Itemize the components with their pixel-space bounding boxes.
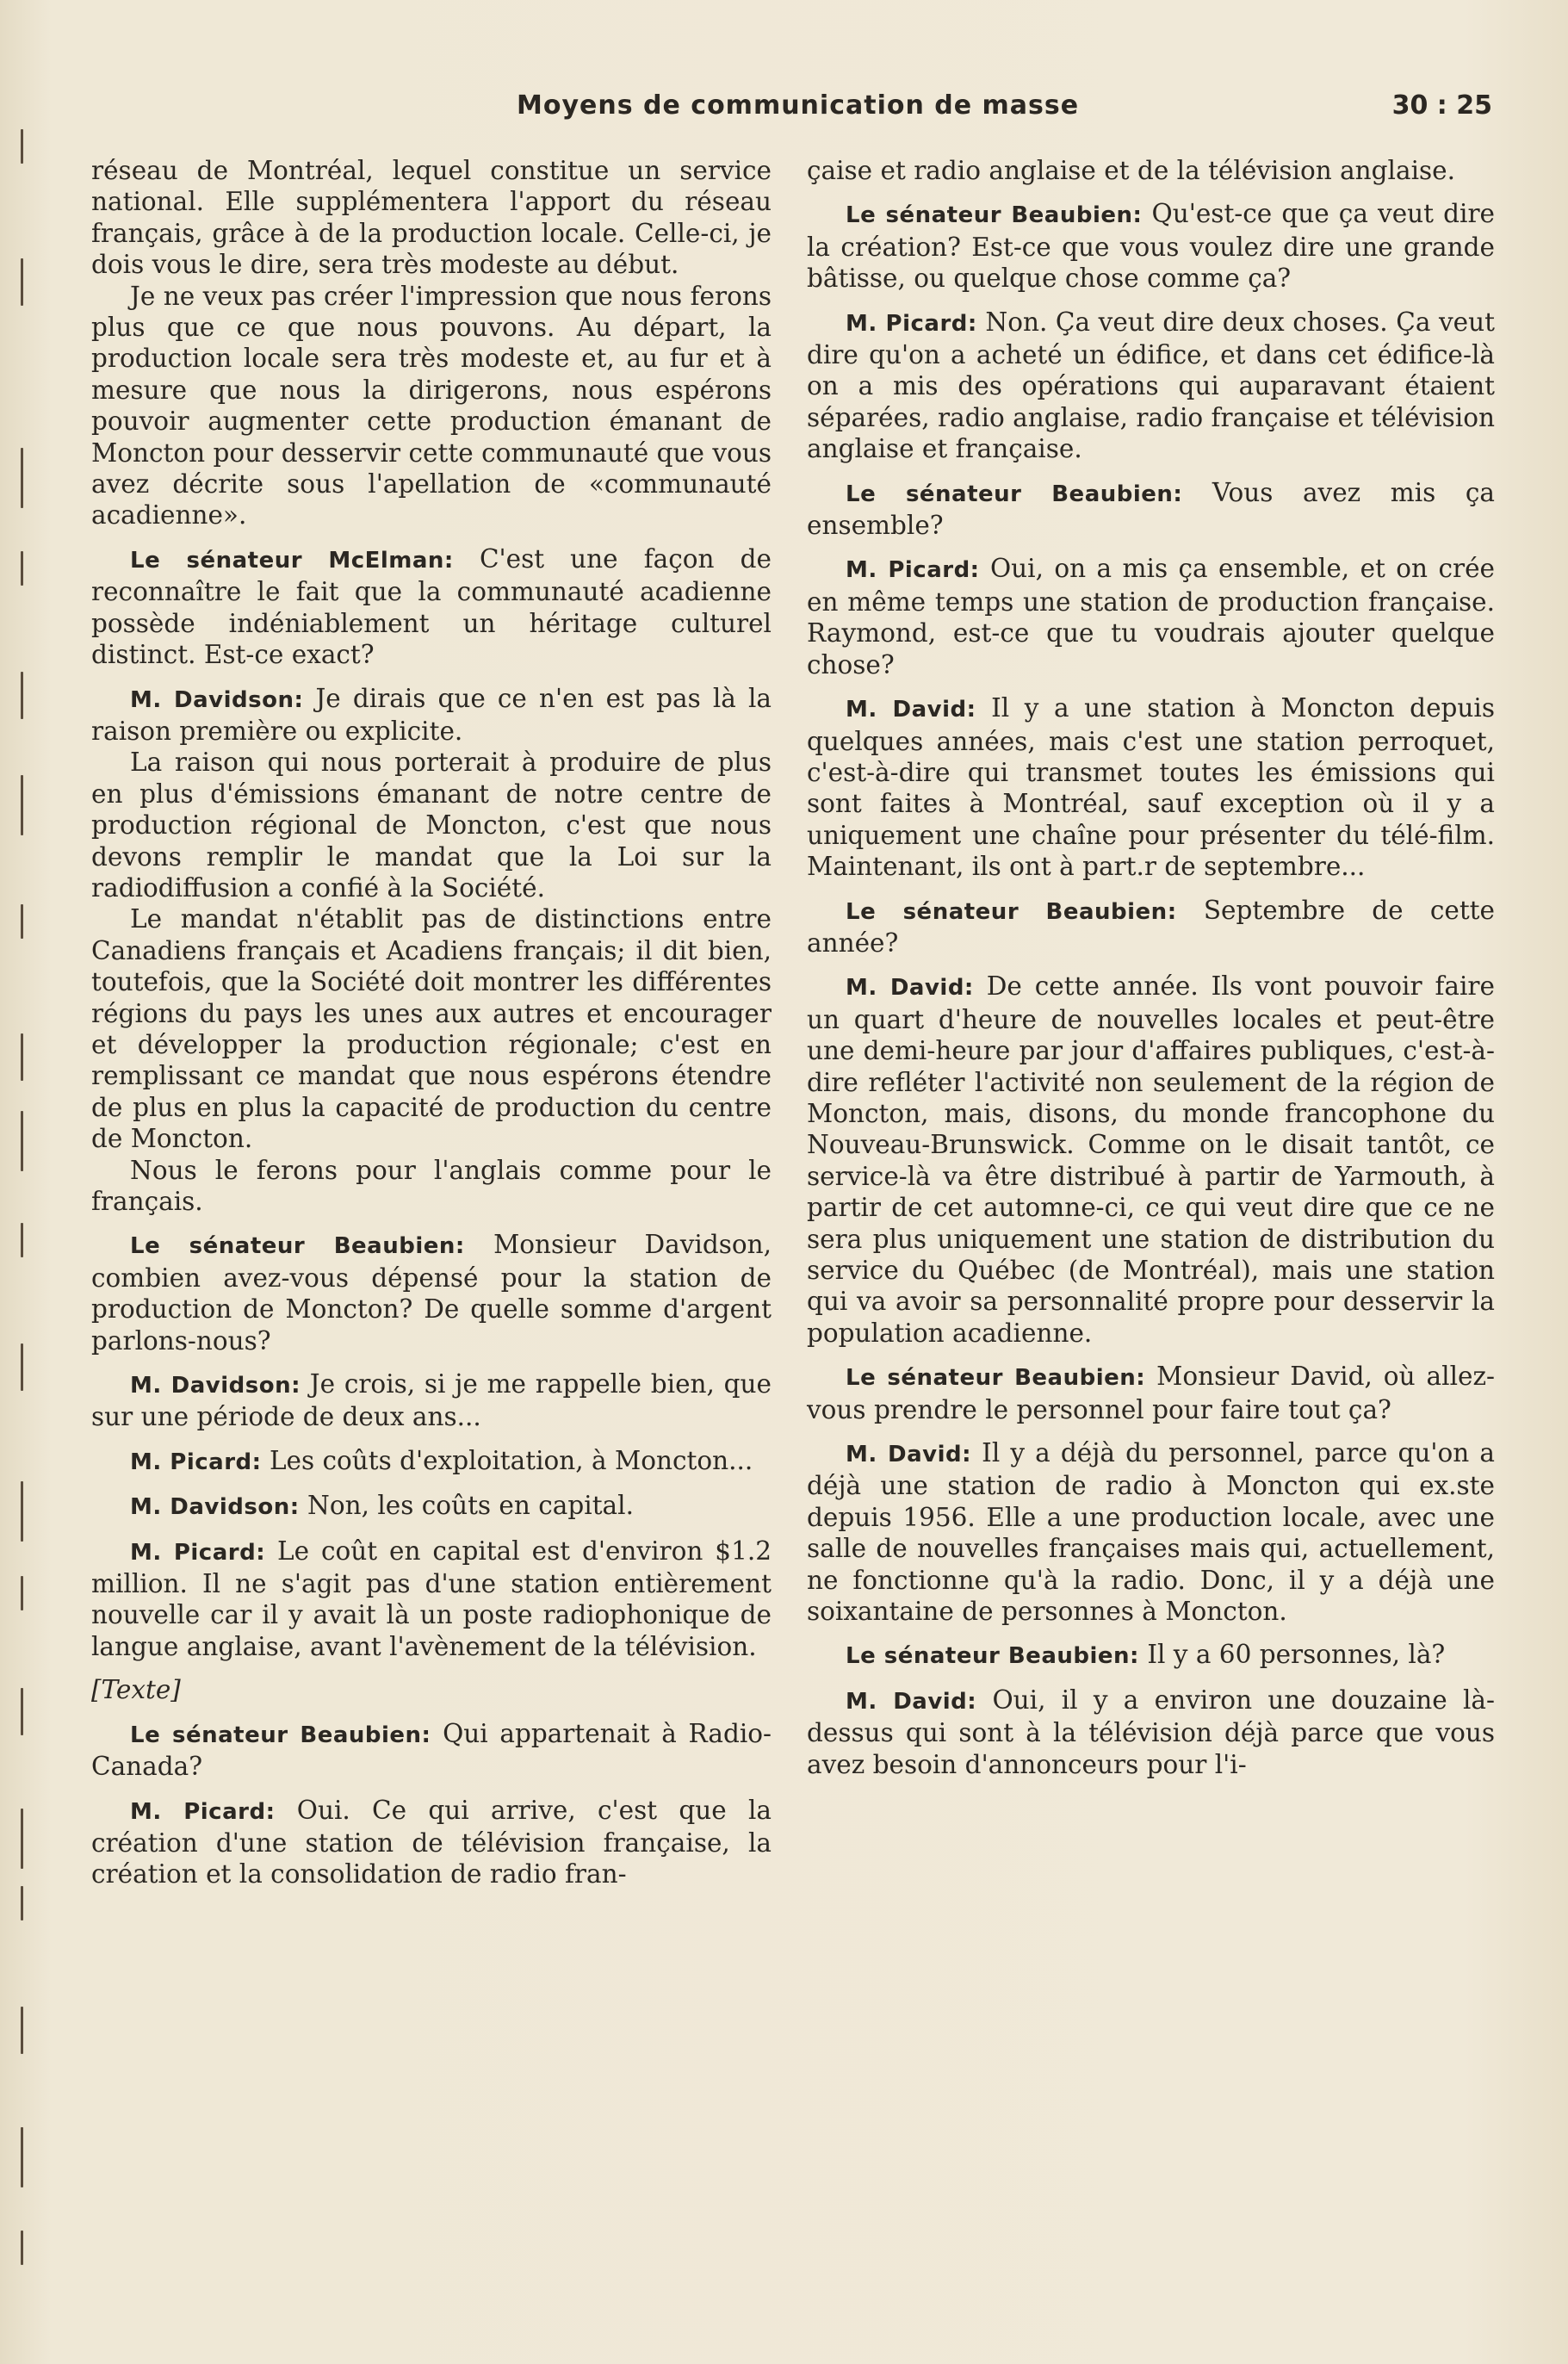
binding-mark [21,1809,23,1869]
binding-mark [21,775,23,835]
paragraph-text: çaise et radio anglaise et de la télévision anglaise. [807,156,1455,185]
speech-paragraph [807,553,1495,680]
paragraph [91,747,772,903]
speech-paragraph [807,692,1495,882]
speech-paragraph [807,477,1495,542]
language-marker [91,1674,772,1705]
marker-text: [Texte] [91,1675,181,1705]
speech-paragraph [91,1368,772,1433]
binding-mark [21,1343,23,1391]
speaker-name: Le sénateur Beaubien: [846,898,1177,925]
continued-paragraph [91,155,772,281]
paragraph-text: Non. Ça veut dire deux choses. Ça veut dire qu'on a acheté un édifice, et dans cet édifice-là on a mis des opérations qui auparavant étaient séparées, radio anglaise, radio française et télévision anglaise et française. [807,307,1496,464]
speaker-name: M. Davidson: [130,1494,300,1521]
running-header [517,90,1492,133]
binding-mark [21,2007,23,2054]
paragraph-text: Les coûts d'exploitation, à Moncton... [269,1445,753,1475]
binding-mark [21,1111,23,1171]
paragraph-text: Qu'est-ce que ça veut dire la création? Est-ce que vous voulez dire une grande bâtisse, ou quelque chose comme ça? [807,199,1496,294]
page-number: 30 : 25 [1391,90,1492,121]
continued-paragraph [807,155,1495,186]
speaker-name: Le sénateur Beaubien: [846,481,1183,507]
speech-paragraph [807,307,1495,465]
speaker-name: M. David: [846,1442,972,1468]
speaker-name: M. Picard: [846,310,977,337]
binding-mark [21,672,23,719]
paragraph-text: Oui, il y a environ une douzaine là-dessus qui sont à la télévision déjà parce que vous avez besoin d'annonceurs pour l'i- [807,1685,1495,1779]
paragraph-text: Je crois, si je me rappelle bien, que sur une période de deux ans... [91,1369,772,1432]
speaker-name: M. Davidson: [130,1373,301,1399]
speech-paragraph [807,1685,1495,1780]
binding-mark [21,448,23,508]
speech-paragraph [91,1229,772,1356]
paragraph-text: Le coût en capital est d'environ $1.2 million. Il ne s'agit pas d'une station entièrement nouvelle car il y avait là un poste radiophonique de langue anglaise, avant l'avènement de la télévision. [91,1536,772,1661]
speech-paragraph [91,1490,772,1523]
speech-paragraph [807,971,1495,1349]
speaker-name: M. Picard: [130,1539,266,1566]
speech-paragraph [91,543,772,671]
speech-paragraph [91,1718,772,1783]
speech-paragraph [807,198,1495,294]
paragraph-text: Je dirais que ce n'en est pas là la raison première ou explicite. [91,683,772,746]
binding-mark [21,1033,23,1081]
speech-paragraph [807,1361,1495,1425]
paragraph [91,281,772,531]
paragraph-text: Nous le ferons pour l'anglais comme pour le français. [91,1155,772,1216]
speaker-name: M. Davidson: [130,686,304,713]
binding-mark [21,1481,23,1542]
binding-mark [21,1886,23,1920]
speaker-name: M. David: [846,975,974,1002]
speaker-name: Le sénateur Beaubien: [846,1643,1139,1670]
paragraph-text: La raison qui nous porterait à produire de plus en plus d'émissions émanant de notre centre de production régional de Moncton, c'est que nous devons remplir le mandat que la Loi sur la radiodiffusion a confié à la Société. [91,748,772,903]
binding-mark [21,1223,23,1257]
paragraph-text: réseau de Montréal, lequel constitue un service national. Elle supplémentera l'apport du réseau français, grâce à de la production locale. Celle-ci, je dois vous le dire, sera très modeste au début. [91,156,772,280]
paragraph-text: Oui. Ce qui arrive, c'est que la création d'une station de télévision française, la création et la consolidation de radio fran- [91,1795,772,1889]
paragraph-text: Je ne veux pas créer l'impression que nous ferons plus que ce que nous pouvons. Au départ, la production locale sera très modeste et, au fur et à mesure que nous la dirigerons, nous espérons pouvoir augmenter cette production émanant de Moncton pour desservir cette communauté que vous avez décrite sous l'apellation de «communauté acadienne». [91,281,772,531]
speaker-name: Le sénateur Beaubien: [130,1722,431,1748]
speaker-name: Le sénateur Beaubien: [846,1365,1146,1392]
speaker-name: M. David: [846,697,976,723]
speaker-name: M. Picard: [846,557,980,584]
speech-paragraph [91,683,772,748]
paragraph-text: Il y a 60 personnes, là? [1147,1640,1446,1670]
paragraph-text: Vous avez mis ça ensemble? [807,477,1495,541]
paragraph [91,1155,772,1218]
paragraph [91,903,772,1154]
speaker-name: M. Picard: [130,1449,262,1475]
binding-mark [21,1576,23,1610]
binding-mark [21,258,23,306]
paragraph-text: Il y a une station à Moncton depuis quelques années, mais c'est une station perroquet, c'est-à-dire qui transmet toutes les émissions qui sont faites à Montréal, sauf exception où il y a uniquement une chaîne pour présenter du télé-film. Maintenant, ils ont à part.r de septembre... [807,693,1495,882]
left-column [91,155,772,1890]
running-title: Moyens de communication de masse [517,90,1080,121]
speech-paragraph [91,1445,772,1478]
binding-mark [21,2127,23,2187]
speaker-name: M. Picard: [130,1798,276,1825]
binding-mark [21,904,23,939]
speech-paragraph [807,1639,1495,1672]
binding-mark [21,1688,23,1735]
paragraph-text: Qui appartenait à Radio-Canada? [91,1718,772,1782]
right-column [807,155,1495,1780]
speech-paragraph [91,1536,772,1663]
paragraph-text: Non, les coûts en capital. [307,1491,634,1521]
binding-mark [21,551,23,586]
paragraph-text: De cette année. Ils vont pouvoir faire un quart d'heure de nouvelles locales et peut-être une demi-heure par jour d'affaires publiques, c'est-à-dire refléter l'activité non seulement de la région de Moncton, mais, disons, du monde francophone du Nouveau-Brunswick. Comme on le disait tantôt, ce service-là va être distribué à partir de Yarmouth, à partir de cet automne-ci, ce qui veut dire que ce ne sera plus uniquement une station de distribution du service du Québec (de Montréal), mais une station qui va avoir sa personnalité propre pour desservir la population acadienne. [807,971,1495,1348]
paragraph-text: C'est une façon de reconnaître le fait que la communauté acadienne possède indéniablement un héritage culturel distinct. Est-ce exact? [91,543,772,670]
paragraph-text: Monsieur Davidson, combien avez-vous dépensé pour la station de production de Moncton? De quelle somme d'argent parlons-nous? [91,1230,772,1356]
binding-mark [21,129,23,164]
speaker-name: Le sénateur McElman: [130,547,454,574]
paragraph-text: Il y a déjà du personnel, parce qu'on a déjà une station de radio à Moncton qui ex.ste depuis 1956. Elle a une production locale, avec une salle de nouvelles françaises mais qui, actuellement, ne fonctionne qu'à la radio. Donc, il y a déjà une soixantaine de personnes à Moncton. [807,1438,1495,1627]
speaker-name: M. David: [846,1688,977,1715]
paragraph-text: Septembre de cette année? [807,895,1495,958]
binding-edge [15,0,28,2364]
binding-mark [21,2231,23,2265]
speech-paragraph [91,1795,772,1890]
speaker-name: Le sénateur Beaubien: [846,202,1143,229]
paragraph-text: Monsieur David, où allez-vous prendre le personnel pour faire tout ça? [807,1362,1495,1424]
speech-paragraph [807,1437,1495,1627]
paragraph-text: Oui, on a mis ça ensemble, et on crée en même temps une station de production française. Raymond, est-ce que tu voudrais ajouter quelque chose? [807,554,1495,679]
paragraph-text: Le mandat n'établit pas de distinctions entre Canadiens français et Acadiens français; il dit bien, toutefois, que la Société doit montrer les différentes régions du pays les unes aux autres et encourager et développer la production régionale; c'est en remplissant ce mandat que nous espérons étendre de plus en plus la capacité de production du centre de Moncton. [91,904,772,1154]
speaker-name: Le sénateur Beaubien: [130,1233,465,1260]
speech-paragraph [807,895,1495,959]
